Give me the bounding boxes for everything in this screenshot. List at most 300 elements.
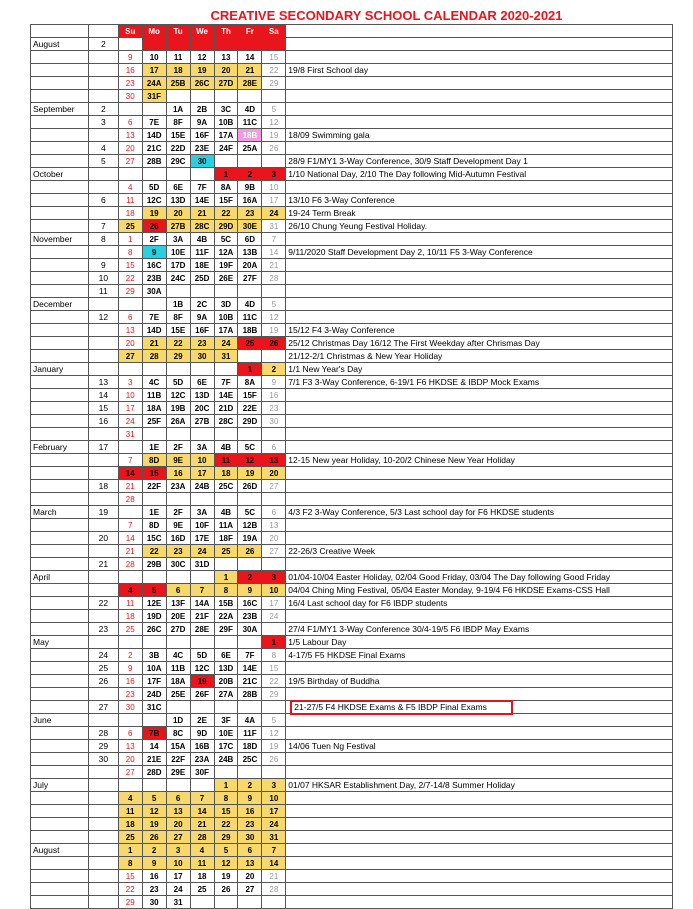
event-note xyxy=(286,428,673,441)
event-note: 4-17/5 F5 HKDSE Final Exams xyxy=(286,649,673,662)
day-cell-tuesday: 16 xyxy=(166,467,190,480)
event-note: 16/4 Last school day for F6 IBDP students xyxy=(286,597,673,610)
month-label xyxy=(31,285,89,298)
day-cell-thursday: 4B xyxy=(214,506,238,519)
day-cell-sunday: 28 xyxy=(118,493,142,506)
day-cell-wednesday: 21F xyxy=(190,610,214,623)
day-cell-saturday: 21 xyxy=(262,870,286,883)
day-cell-tuesday xyxy=(166,168,190,181)
day-cell-tuesday: 8C xyxy=(166,727,190,740)
day-cell-sunday: 29 xyxy=(118,896,142,909)
calendar-week-row xyxy=(31,402,673,415)
day-cell-thursday: 12A xyxy=(214,246,238,259)
day-cell-sunday: 8 xyxy=(118,857,142,870)
day-cell-wednesday: 18 xyxy=(190,870,214,883)
week-number xyxy=(88,610,118,623)
month-label xyxy=(31,870,89,883)
day-cell-tuesday: 29 xyxy=(166,350,190,363)
day-cell-friday: 1 xyxy=(238,363,262,376)
day-cell-monday: 5D xyxy=(142,181,166,194)
day-cell-tuesday xyxy=(166,90,190,103)
day-cell-saturday: 2 xyxy=(262,363,286,376)
day-cell-thursday xyxy=(214,636,238,649)
day-cell-monday: 9 xyxy=(142,857,166,870)
day-cell-thursday: 10E xyxy=(214,727,238,740)
event-note: 7/1 F3 3-Way Conference, 6-19/1 F6 HKDSE & IBDP Mock Exams xyxy=(286,376,673,389)
day-cell-thursday xyxy=(214,493,238,506)
day-cell-thursday: 24F xyxy=(214,142,238,155)
calendar-week-row xyxy=(31,454,673,467)
day-cell-sunday: 4 xyxy=(118,584,142,597)
day-cell-thursday: 19F xyxy=(214,259,238,272)
event-note: 01/07 HKSAR Establishment Day, 2/7-14/8 Summer Holiday xyxy=(286,779,673,792)
day-cell-wednesday: 17 xyxy=(190,467,214,480)
day-cell-monday xyxy=(142,571,166,584)
event-note: 19/8 First School day xyxy=(286,64,673,77)
day-cell-monday: 19 xyxy=(142,818,166,831)
calendar-week-row xyxy=(31,571,673,584)
week-number xyxy=(88,519,118,532)
day-cell-saturday xyxy=(262,90,286,103)
day-cell-sunday: 13 xyxy=(118,740,142,753)
day-cell-thursday xyxy=(214,363,238,376)
month-label: October xyxy=(31,168,89,181)
month-label xyxy=(31,545,89,558)
week-number: 23 xyxy=(88,623,118,636)
day-cell-monday: 22F xyxy=(142,480,166,493)
week-number: 11 xyxy=(88,285,118,298)
day-cell-friday: 30A xyxy=(238,623,262,636)
day-cell-sunday: 9 xyxy=(118,51,142,64)
day-cell-sunday: 31 xyxy=(118,428,142,441)
day-cell-wednesday: 6E xyxy=(190,376,214,389)
month-label xyxy=(31,675,89,688)
day-cell-thursday: 7F xyxy=(214,376,238,389)
day-cell-wednesday: 4 xyxy=(190,844,214,857)
weekday-wednesday: We xyxy=(190,25,214,38)
event-note: 22-26/3 Creative Week xyxy=(286,545,673,558)
week-number: 5 xyxy=(88,155,118,168)
calendar-week-row xyxy=(31,857,673,870)
day-cell-friday: 26D xyxy=(238,480,262,493)
day-cell-tuesday: 22F xyxy=(166,753,190,766)
event-note xyxy=(286,402,673,415)
month-label: June xyxy=(31,714,89,727)
calendar-week-row xyxy=(31,428,673,441)
month-label xyxy=(31,597,89,610)
day-cell-sunday xyxy=(118,779,142,792)
week-number: 21 xyxy=(88,558,118,571)
week-number xyxy=(88,714,118,727)
day-cell-saturday: 28 xyxy=(262,272,286,285)
calendar-week-row xyxy=(31,506,673,519)
event-note xyxy=(286,389,673,402)
weekday-tuesday: Tu xyxy=(166,25,190,38)
day-cell-tuesday: 29E xyxy=(166,766,190,779)
month-label xyxy=(31,246,89,259)
day-cell-wednesday xyxy=(190,896,214,909)
day-cell-wednesday: 11F xyxy=(190,246,214,259)
day-cell-sunday: 20 xyxy=(118,142,142,155)
day-cell-wednesday xyxy=(190,168,214,181)
week-number: 8 xyxy=(88,233,118,246)
day-cell-wednesday xyxy=(190,38,214,51)
day-cell-friday: 21C xyxy=(238,675,262,688)
day-cell-friday: 5C xyxy=(238,441,262,454)
day-cell-sunday: 11 xyxy=(118,597,142,610)
day-cell-tuesday: 15E xyxy=(166,129,190,142)
day-cell-thursday: 22A xyxy=(214,610,238,623)
day-cell-sunday: 10 xyxy=(118,389,142,402)
day-cell-sunday: 14 xyxy=(118,467,142,480)
day-cell-tuesday: 3A xyxy=(166,233,190,246)
day-cell-wednesday: 30F xyxy=(190,766,214,779)
day-cell-tuesday: 27B xyxy=(166,220,190,233)
event-note xyxy=(286,311,673,324)
month-label: December xyxy=(31,298,89,311)
week-number: 25 xyxy=(88,662,118,675)
day-cell-saturday: 27 xyxy=(262,480,286,493)
day-cell-monday xyxy=(142,779,166,792)
event-note: 27/4 F1/MY1 3-Way Conference 30/4-19/5 F6 IBDP May Exams xyxy=(286,623,673,636)
calendar-week-row xyxy=(31,623,673,636)
day-cell-monday: 10A xyxy=(142,662,166,675)
day-cell-monday xyxy=(142,714,166,727)
month-label xyxy=(31,142,89,155)
day-cell-friday: 27F xyxy=(238,272,262,285)
day-cell-thursday: 1 xyxy=(214,571,238,584)
month-label xyxy=(31,454,89,467)
calendar-week-row xyxy=(31,116,673,129)
event-note xyxy=(286,233,673,246)
month-label xyxy=(31,467,89,480)
day-cell-monday: 10 xyxy=(142,51,166,64)
event-note xyxy=(286,896,673,909)
calendar-title: CREATIVE SECONDARY SCHOOL CALENDAR 2020-2021 xyxy=(210,8,563,23)
day-cell-thursday xyxy=(214,155,238,168)
day-cell-tuesday: 18A xyxy=(166,675,190,688)
day-cell-sunday: 16 xyxy=(118,64,142,77)
month-label xyxy=(31,896,89,909)
day-cell-tuesday xyxy=(166,571,190,584)
day-cell-sunday xyxy=(118,506,142,519)
day-cell-sunday: 24 xyxy=(118,415,142,428)
day-cell-sunday: 20 xyxy=(118,337,142,350)
month-label xyxy=(31,324,89,337)
day-cell-wednesday: 24B xyxy=(190,480,214,493)
day-cell-monday: 22 xyxy=(142,545,166,558)
event-note: 15/12 F4 3-Way Conference xyxy=(286,324,673,337)
month-label: September xyxy=(31,103,89,116)
day-cell-tuesday: 6 xyxy=(166,584,190,597)
day-cell-friday: 7F xyxy=(238,649,262,662)
day-cell-monday: 8D xyxy=(142,519,166,532)
day-cell-saturday: 19 xyxy=(262,740,286,753)
day-cell-sunday xyxy=(118,636,142,649)
event-note xyxy=(286,714,673,727)
week-number: 20 xyxy=(88,532,118,545)
day-cell-saturday xyxy=(262,428,286,441)
day-cell-monday: 21C xyxy=(142,142,166,155)
day-cell-wednesday: 23E xyxy=(190,142,214,155)
day-cell-sunday: 30 xyxy=(118,90,142,103)
day-cell-saturday: 31 xyxy=(262,220,286,233)
day-cell-monday: 12E xyxy=(142,597,166,610)
week-number xyxy=(88,831,118,844)
day-cell-tuesday: 16D xyxy=(166,532,190,545)
day-cell-friday xyxy=(238,350,262,363)
day-cell-thursday: 24 xyxy=(214,337,238,350)
month-label xyxy=(31,610,89,623)
day-cell-friday: 16A xyxy=(238,194,262,207)
event-note: 26/10 Chung Yeung Festival Holiday. xyxy=(286,220,673,233)
week-number xyxy=(88,298,118,311)
calendar-week-row xyxy=(31,805,673,818)
month-label xyxy=(31,662,89,675)
calendar-week-row xyxy=(31,415,673,428)
day-cell-saturday: 10 xyxy=(262,181,286,194)
day-cell-thursday: 15B xyxy=(214,597,238,610)
day-cell-tuesday: 3 xyxy=(166,844,190,857)
day-cell-tuesday: 6E xyxy=(166,181,190,194)
day-cell-saturday: 7 xyxy=(262,844,286,857)
month-label xyxy=(31,727,89,740)
day-cell-thursday: 28C xyxy=(214,415,238,428)
event-note: 13/10 F6 3-Way Conference xyxy=(286,194,673,207)
calendar-week-row xyxy=(31,233,673,246)
day-cell-tuesday: 6 xyxy=(166,792,190,805)
day-cell-wednesday: 2C xyxy=(190,298,214,311)
month-label xyxy=(31,64,89,77)
calendar-week-row xyxy=(31,90,673,103)
day-cell-saturday: 12 xyxy=(262,116,286,129)
day-cell-monday: 11B xyxy=(142,389,166,402)
month-label: November xyxy=(31,233,89,246)
week-number: 16 xyxy=(88,415,118,428)
calendar-week-row xyxy=(31,350,673,363)
day-cell-wednesday: 25D xyxy=(190,272,214,285)
day-cell-friday: 25C xyxy=(238,753,262,766)
week-number xyxy=(88,467,118,480)
day-cell-friday: 13B xyxy=(238,246,262,259)
day-cell-friday: 20 xyxy=(238,870,262,883)
month-label xyxy=(31,402,89,415)
day-cell-monday: 28B xyxy=(142,155,166,168)
week-number xyxy=(88,246,118,259)
day-cell-friday: 30E xyxy=(238,220,262,233)
calendar-week-row xyxy=(31,38,673,51)
month-label xyxy=(31,116,89,129)
day-cell-thursday: 26E xyxy=(214,272,238,285)
calendar-week-row xyxy=(31,155,673,168)
day-cell-tuesday xyxy=(166,493,190,506)
day-cell-saturday: 8 xyxy=(262,649,286,662)
day-cell-thursday: 25 xyxy=(214,545,238,558)
day-cell-friday: 13 xyxy=(238,857,262,870)
day-cell-tuesday: 18 xyxy=(166,64,190,77)
day-cell-friday xyxy=(238,428,262,441)
event-note: 9/11/2020 Staff Development Day 2, 10/11 F5 3-Way Conference xyxy=(286,246,673,259)
month-label xyxy=(31,805,89,818)
day-cell-monday: 14 xyxy=(142,740,166,753)
event-note xyxy=(286,480,673,493)
day-cell-thursday: 8 xyxy=(214,584,238,597)
day-cell-monday: 15 xyxy=(142,467,166,480)
day-cell-friday: 6 xyxy=(238,844,262,857)
day-cell-thursday: 17C xyxy=(214,740,238,753)
day-cell-tuesday: 20 xyxy=(166,818,190,831)
day-cell-monday: 21 xyxy=(142,337,166,350)
event-note: 19-24 Term Break xyxy=(286,207,673,220)
day-cell-wednesday: 3A xyxy=(190,506,214,519)
day-cell-sunday: 9 xyxy=(118,662,142,675)
calendar-week-row xyxy=(31,246,673,259)
day-cell-saturday: 31 xyxy=(262,831,286,844)
month-label xyxy=(31,831,89,844)
week-number xyxy=(88,844,118,857)
calendar-week-row xyxy=(31,51,673,64)
day-cell-thursday: 1 xyxy=(214,779,238,792)
day-cell-sunday xyxy=(118,363,142,376)
event-note xyxy=(286,116,673,129)
calendar-week-row xyxy=(31,77,673,90)
month-label xyxy=(31,207,89,220)
weekday-saturday: Sa xyxy=(262,25,286,38)
day-cell-sunday: 18 xyxy=(118,818,142,831)
day-cell-wednesday: 2B xyxy=(190,103,214,116)
day-cell-tuesday: 5D xyxy=(166,376,190,389)
month-label: March xyxy=(31,506,89,519)
day-cell-friday: 25A xyxy=(238,142,262,155)
day-cell-friday xyxy=(238,285,262,298)
event-note xyxy=(286,103,673,116)
event-note xyxy=(286,532,673,545)
day-cell-friday: 9 xyxy=(238,792,262,805)
day-cell-tuesday: 27D xyxy=(166,623,190,636)
day-cell-wednesday: 26F xyxy=(190,688,214,701)
day-cell-wednesday: 16F xyxy=(190,129,214,142)
week-number: 6 xyxy=(88,194,118,207)
day-cell-sunday xyxy=(118,571,142,584)
day-cell-saturday: 13 xyxy=(262,454,286,467)
week-number xyxy=(88,805,118,818)
weekday-sunday: Su xyxy=(118,25,142,38)
month-label xyxy=(31,311,89,324)
day-cell-wednesday: 19 xyxy=(190,675,214,688)
calendar-week-row xyxy=(31,636,673,649)
week-number xyxy=(88,779,118,792)
day-cell-friday: 23 xyxy=(238,207,262,220)
week-number xyxy=(88,207,118,220)
day-cell-saturday: 6 xyxy=(262,506,286,519)
day-cell-friday: 18B xyxy=(238,129,262,142)
day-cell-thursday: 3F xyxy=(214,714,238,727)
calendar-week-row xyxy=(31,142,673,155)
day-cell-thursday: 21D xyxy=(214,402,238,415)
month-label: May xyxy=(31,636,89,649)
day-cell-saturday xyxy=(262,285,286,298)
day-cell-tuesday: 20E xyxy=(166,610,190,623)
month-label xyxy=(31,883,89,896)
day-cell-thursday: 22 xyxy=(214,818,238,831)
week-number: 7 xyxy=(88,220,118,233)
day-cell-saturday: 3 xyxy=(262,168,286,181)
day-cell-friday xyxy=(238,896,262,909)
day-cell-sunday: 11 xyxy=(118,194,142,207)
calendar-week-row xyxy=(31,207,673,220)
calendar-week-row xyxy=(31,272,673,285)
day-cell-thursday xyxy=(214,701,238,714)
day-cell-tuesday: 2F xyxy=(166,506,190,519)
calendar-week-row xyxy=(31,844,673,857)
month-label: August xyxy=(31,38,89,51)
day-cell-tuesday: 27 xyxy=(166,831,190,844)
week-number: 2 xyxy=(88,103,118,116)
calendar-week-row xyxy=(31,649,673,662)
week-number xyxy=(88,870,118,883)
day-cell-saturday: 21 xyxy=(262,259,286,272)
calendar-week-row xyxy=(31,753,673,766)
day-cell-tuesday xyxy=(166,636,190,649)
day-cell-saturday xyxy=(262,558,286,571)
day-cell-thursday xyxy=(214,766,238,779)
day-cell-monday: 26C xyxy=(142,623,166,636)
week-number xyxy=(88,571,118,584)
week-number: 15 xyxy=(88,402,118,415)
day-cell-monday: 8D xyxy=(142,454,166,467)
day-cell-sunday: 27 xyxy=(118,766,142,779)
day-cell-saturday: 5 xyxy=(262,714,286,727)
day-cell-wednesday: 17E xyxy=(190,532,214,545)
day-cell-sunday: 15 xyxy=(118,259,142,272)
day-cell-wednesday: 7 xyxy=(190,584,214,597)
day-cell-sunday: 13 xyxy=(118,129,142,142)
day-cell-monday xyxy=(142,636,166,649)
day-cell-sunday xyxy=(118,38,142,51)
calendar-sheet xyxy=(30,8,673,909)
day-cell-wednesday: 16F xyxy=(190,324,214,337)
day-cell-monday: 31F xyxy=(142,90,166,103)
day-cell-monday xyxy=(142,38,166,51)
event-note xyxy=(286,610,673,623)
day-cell-thursday: 14E xyxy=(214,389,238,402)
day-cell-thursday: 12 xyxy=(214,857,238,870)
day-cell-wednesday: 13D xyxy=(190,389,214,402)
day-cell-wednesday xyxy=(190,285,214,298)
day-cell-monday xyxy=(142,363,166,376)
day-cell-tuesday: 13 xyxy=(166,805,190,818)
day-cell-wednesday: 27B xyxy=(190,415,214,428)
day-cell-wednesday xyxy=(190,428,214,441)
day-cell-saturday: 19 xyxy=(262,129,286,142)
day-cell-friday: 12 xyxy=(238,454,262,467)
event-note: 21/12-2/1 Christmas & New Year Holiday xyxy=(286,350,673,363)
day-cell-friday: 30 xyxy=(238,831,262,844)
week-number xyxy=(88,857,118,870)
day-cell-sunday: 18 xyxy=(118,207,142,220)
day-cell-tuesday: 8F xyxy=(166,116,190,129)
day-cell-wednesday: 24 xyxy=(190,545,214,558)
day-cell-saturday xyxy=(262,766,286,779)
calendar-week-row xyxy=(31,376,673,389)
day-cell-friday: 9B xyxy=(238,181,262,194)
day-cell-friday: 19A xyxy=(238,532,262,545)
month-label xyxy=(31,220,89,233)
day-cell-thursday: 11A xyxy=(214,519,238,532)
day-cell-wednesday: 3A xyxy=(190,441,214,454)
day-cell-saturday: 26 xyxy=(262,337,286,350)
day-cell-tuesday: 2F xyxy=(166,441,190,454)
